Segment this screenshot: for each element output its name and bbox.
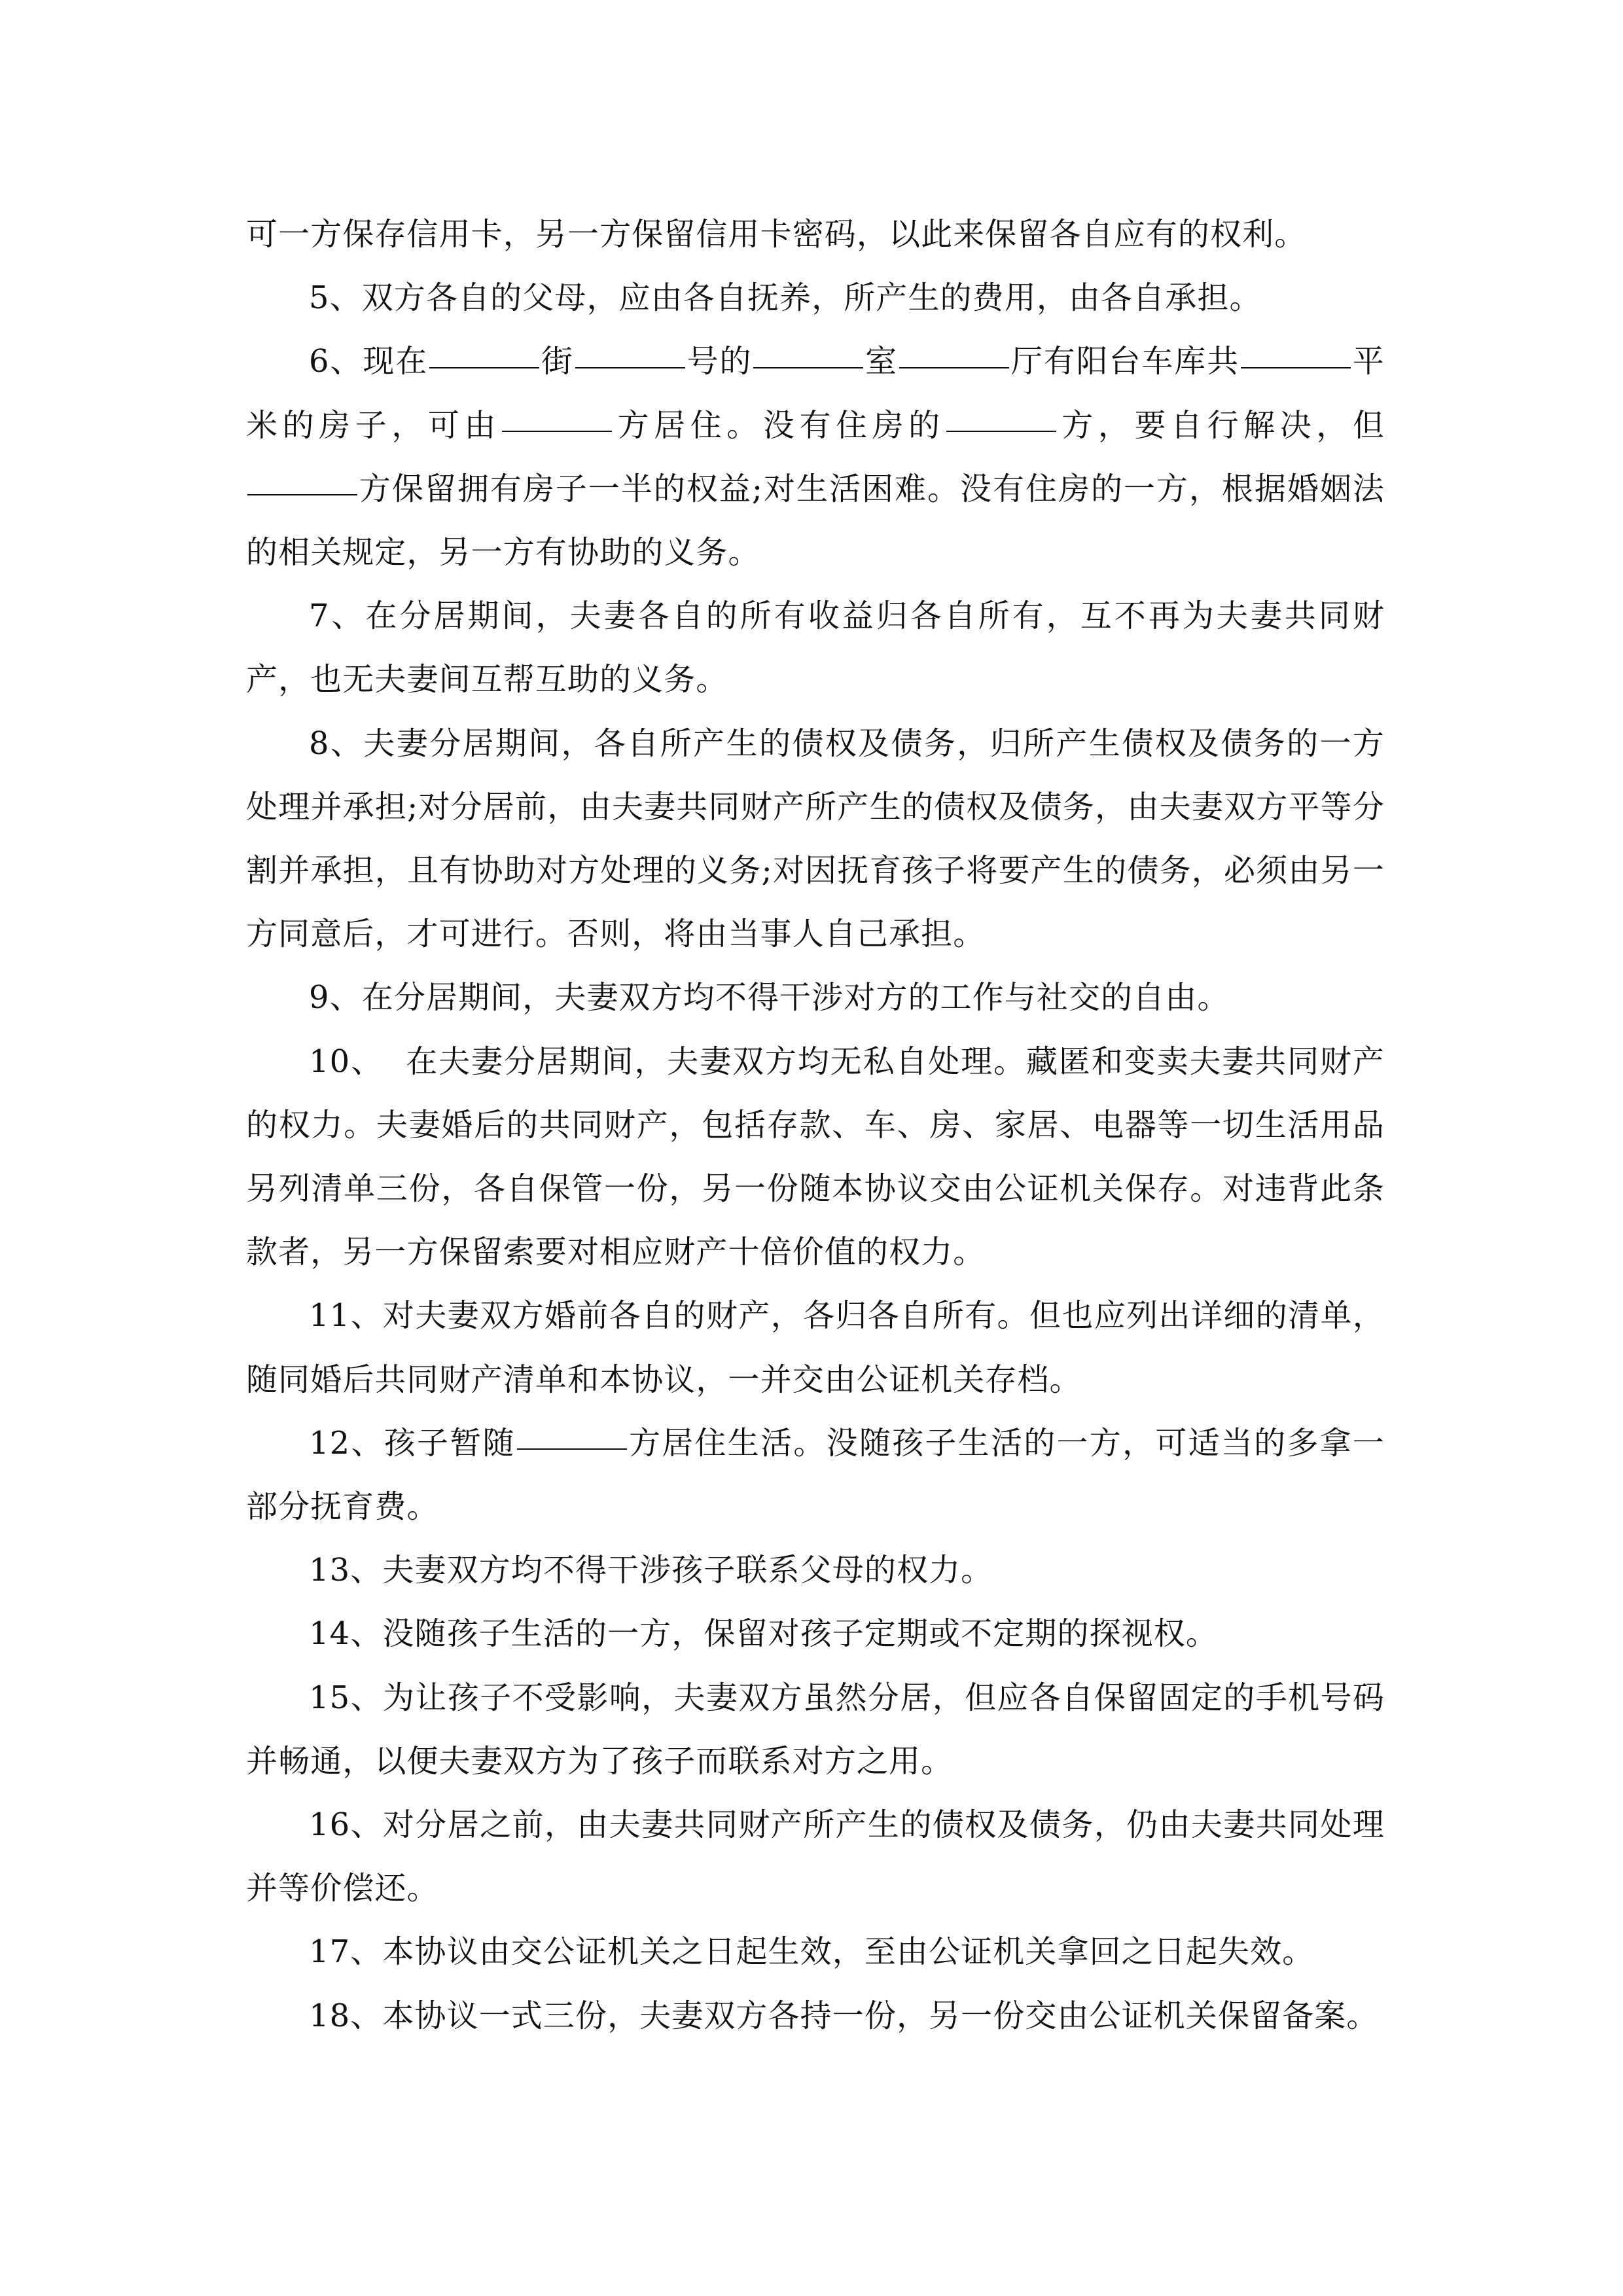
fill-blank-retaining-party <box>247 494 357 495</box>
fill-blank-no-housing-party <box>946 431 1056 432</box>
paragraph-6-text-d: 室 <box>865 343 899 380</box>
paragraph-7: 7、在分居期间，夫妻各自的所有收益归各自所有，互不再为夫妻共同财产，也无夫妻间互帮互助的义务。 <box>246 598 1385 698</box>
document-body <box>246 203 1385 2048</box>
fill-blank-street <box>429 367 539 368</box>
fill-blank-number <box>575 367 685 368</box>
paragraph-8: 8、夫妻分居期间，各自所产生的债权及债务，归所产生债权及债务的一方处理并承担;对分居前，由夫妻共同财产所产生的债权及债务，由夫妻双方平等分割并承担，且有协助对方处理的义务;对因抚育孩子将要产生的债务，必须由另一方同意后，才可进行。否则，将由当事人自己承担。 <box>246 725 1385 953</box>
paragraph-13: 13、夫妻双方均不得干涉孩子联系父母的权力。 <box>309 1552 993 1589</box>
paragraph-15: 15、为让孩子不受影响，夫妻双方虽然分居，但应各自保留固定的手机号码并畅通，以便夫妻双方为了孩子而联系对方之用。 <box>246 1679 1385 1780</box>
paragraph-continued: 可一方保存信用卡，另一方保留信用卡密码，以此来保留各自应有的权利。 <box>246 216 1307 253</box>
fill-blank-resident <box>502 431 612 432</box>
paragraph-17: 17、本协议由交公证机关之日起生效，至由公证机关拿回之日起失效。 <box>309 1933 1315 1971</box>
paragraph-6-text-g: 方居住。没有住房的 <box>613 406 945 444</box>
fill-blank-rooms <box>753 367 863 368</box>
paragraph-16: 16、对分居之前，由夫妻共同财产所产生的债权及债务，仍由夫妻共同处理并等价偿还。 <box>246 1806 1385 1907</box>
paragraph-11: 11、对夫妻双方婚前各自的财产，各归各自所有。但也应列出详细的清单，随同婚后共同财产清单和本协议，一并交由公证机关存档。 <box>246 1297 1385 1398</box>
paragraph-6-text-a: 6、现在 <box>309 343 429 380</box>
paragraph-6-text-b: 街 <box>541 343 574 380</box>
fill-blank-child-custody <box>517 1448 627 1450</box>
paragraph-6-text-e: 厅有阳台车库共 <box>1010 343 1240 380</box>
paragraph-6-text-h: 方，要自行解决，但 <box>1057 406 1385 444</box>
paragraph-6-text-f: 平米的房子，可由 <box>246 343 1385 444</box>
fill-blank-halls <box>899 367 1009 368</box>
paragraph-5: 5、双方各自的父母，应由各自抚养，所产生的费用，由各自承担。 <box>309 279 1262 317</box>
paragraph-12 <box>246 1412 1385 1539</box>
paragraph-14: 14、没随孩子生活的一方，保留对孩子定期或不定期的探视权。 <box>309 1615 1218 1653</box>
paragraph-9: 9、在分居期间，夫妻双方均不得干涉对方的工作与社交的自由。 <box>309 979 1230 1016</box>
fill-blank-area <box>1241 367 1351 368</box>
paragraph-6-text-c: 号的 <box>686 343 753 380</box>
paragraph-12-text-a: 12、孩子暂随 <box>309 1424 516 1462</box>
paragraph-10: 10、 在夫妻分居期间，夫妻双方均无私自处理。藏匿和变卖夫妻共同财产的权力。夫妻婚后的共同财产，包括存款、车、房、家居、电器等一切生活用品另列清单三份，各自保管一份，另一份随本协议交由公证机关保存。对违背此条款者，另一方保留索要对相应财产十倍价值的权力。 <box>246 1043 1385 1271</box>
paragraph-18: 18、本协议一式三份，夫妻双方各持一份，另一份交由公证机关保留备案。 <box>309 1997 1379 2034</box>
paragraph-6-text-i: 方保留拥有房子一半的权益;对生活困难。没有住房的一方，根据婚姻法的相关规定，另一方有协助的义务。 <box>246 470 1385 571</box>
paragraph-6 <box>246 330 1385 584</box>
paragraph-12-text-b: 方居住生活。没随孩子生活的一方，可适当的多拿一部分抚育费。 <box>246 1424 1385 1526</box>
